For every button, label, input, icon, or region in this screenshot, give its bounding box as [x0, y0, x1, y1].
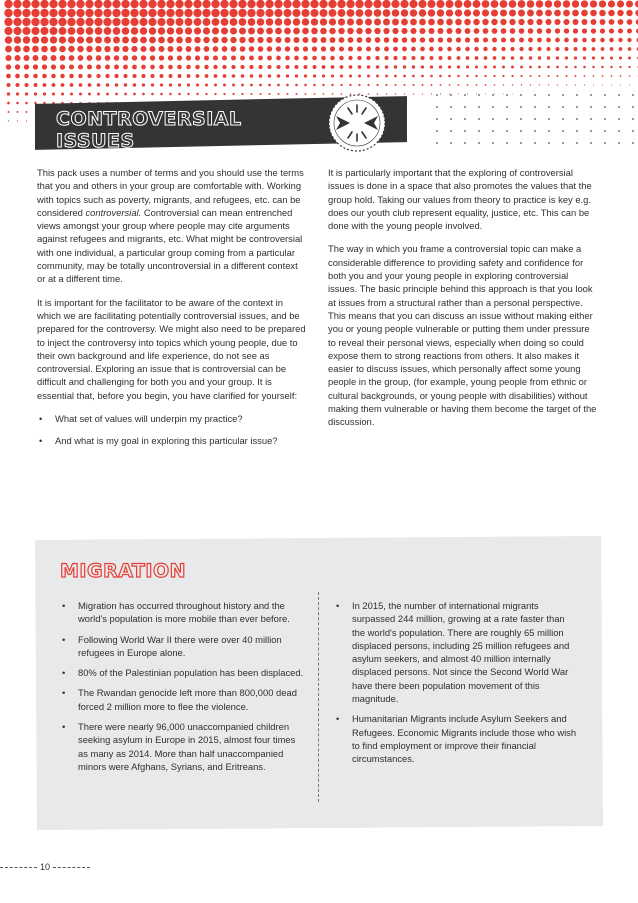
framing-paragraph: The way in which you frame a controversial topic can make a considerable difference to providing safety and confidence for both you and your young people in exploring controversial issues. The basic principle behind this approach is that you look at issues from a structural rather than a personal perspective. This means that you can discuss an issue without making either you or young people vulnerable or putting them under pressure to reveal their personal views, especially when doing so could expose them to strong reactions from others. It also makes it easier to discuss issues, which personally affect some young people in the group, (for example, young people from ethnic or cultural backgrounds, or young people with disabilities) without making them vulnerable or having them become the target of the discussion. [328, 243, 597, 428]
page-number: 10 [0, 862, 90, 872]
migration-right-list [334, 599, 579, 773]
page-number-dash [0, 867, 37, 868]
facilitator-paragraph: It is important for the facilitator to be aware of the context in which we are facilitating potentially controversial issues, and be prepared for the controversy. We might also need to be prepared to inject the controversy into topics which young people, due to their own background and life experience, do not see as controversial. Exploring an issue that is controversial can be difficult and challenging for both you and your group. It is essential that, before you begin, you have clarified for yourself: [37, 296, 306, 401]
list-item: • Following World War II there were over 40 million refugees in Europe alone. [60, 633, 305, 660]
list-item: • In 2015, the number of international migrants surpassed 244 million, growing at a rate faster than the world's population. There are roughly 65 million displaced persons, including 25 million refugees and asylum seekers, and almost 40 million internally displaced persons. Not since the Second World War have there been population movement of this magnitude. [334, 599, 579, 705]
question-list [37, 412, 307, 448]
list-item: • 80% of the Palestinian population has been displaced. [60, 666, 305, 679]
page-title: CONTROVERSIAL ISSUES [56, 108, 242, 152]
list-item: • There were nearly 96,000 unaccompanied children seeking asylum in Europe in 2015, almost four times as many as 2014. More than half unaccompanied minors were Afghans, Syrians, and Eritreans. [60, 720, 305, 773]
list-item: • What set of values will underpin my practice? [37, 412, 307, 425]
list-item: • Migration has occurred throughout history and the world's population is more mobile than ever before. [60, 599, 305, 626]
left-column [37, 166, 307, 457]
values-paragraph: It is particularly important that the exploring of controversial issues is done in a space that also promotes the values that the group hold. Taking our values from theory to practice is key e.g. does our youth club represent equality, justice, etc. This can be done with the young people involved. [328, 167, 592, 232]
intro-paragraph: This pack uses a number of terms and you should use the terms that you and others in your group are comfortable with. Working with topics such as poverty, migrants, and refugees, etc. can be considered controversial. Controversial can mean entrenched views amongst your group where people may cite arguments against refugees and migrants, etc. What might be controversial with one individual, a particular group coming from a particular community, may be totally uncontroversial in a different context or at a different time. [37, 167, 304, 285]
migration-title: MIGRATION [60, 560, 187, 582]
right-column [328, 166, 600, 439]
arrows-converging-icon [326, 92, 388, 154]
list-item: • The Rwandan genocide left more than 800,000 dead forced 2 million more to flee the violence. [60, 686, 305, 713]
page-number-dash [53, 867, 90, 868]
list-item: • And what is my goal in exploring this particular issue? [37, 434, 307, 447]
column-divider [318, 592, 319, 802]
list-item: • Humanitarian Migrants include Asylum Seekers and Refugees. Economic Migrants include those who wish to find employment or improve their financial circumstances. [334, 712, 579, 765]
migration-left-list [60, 599, 305, 780]
